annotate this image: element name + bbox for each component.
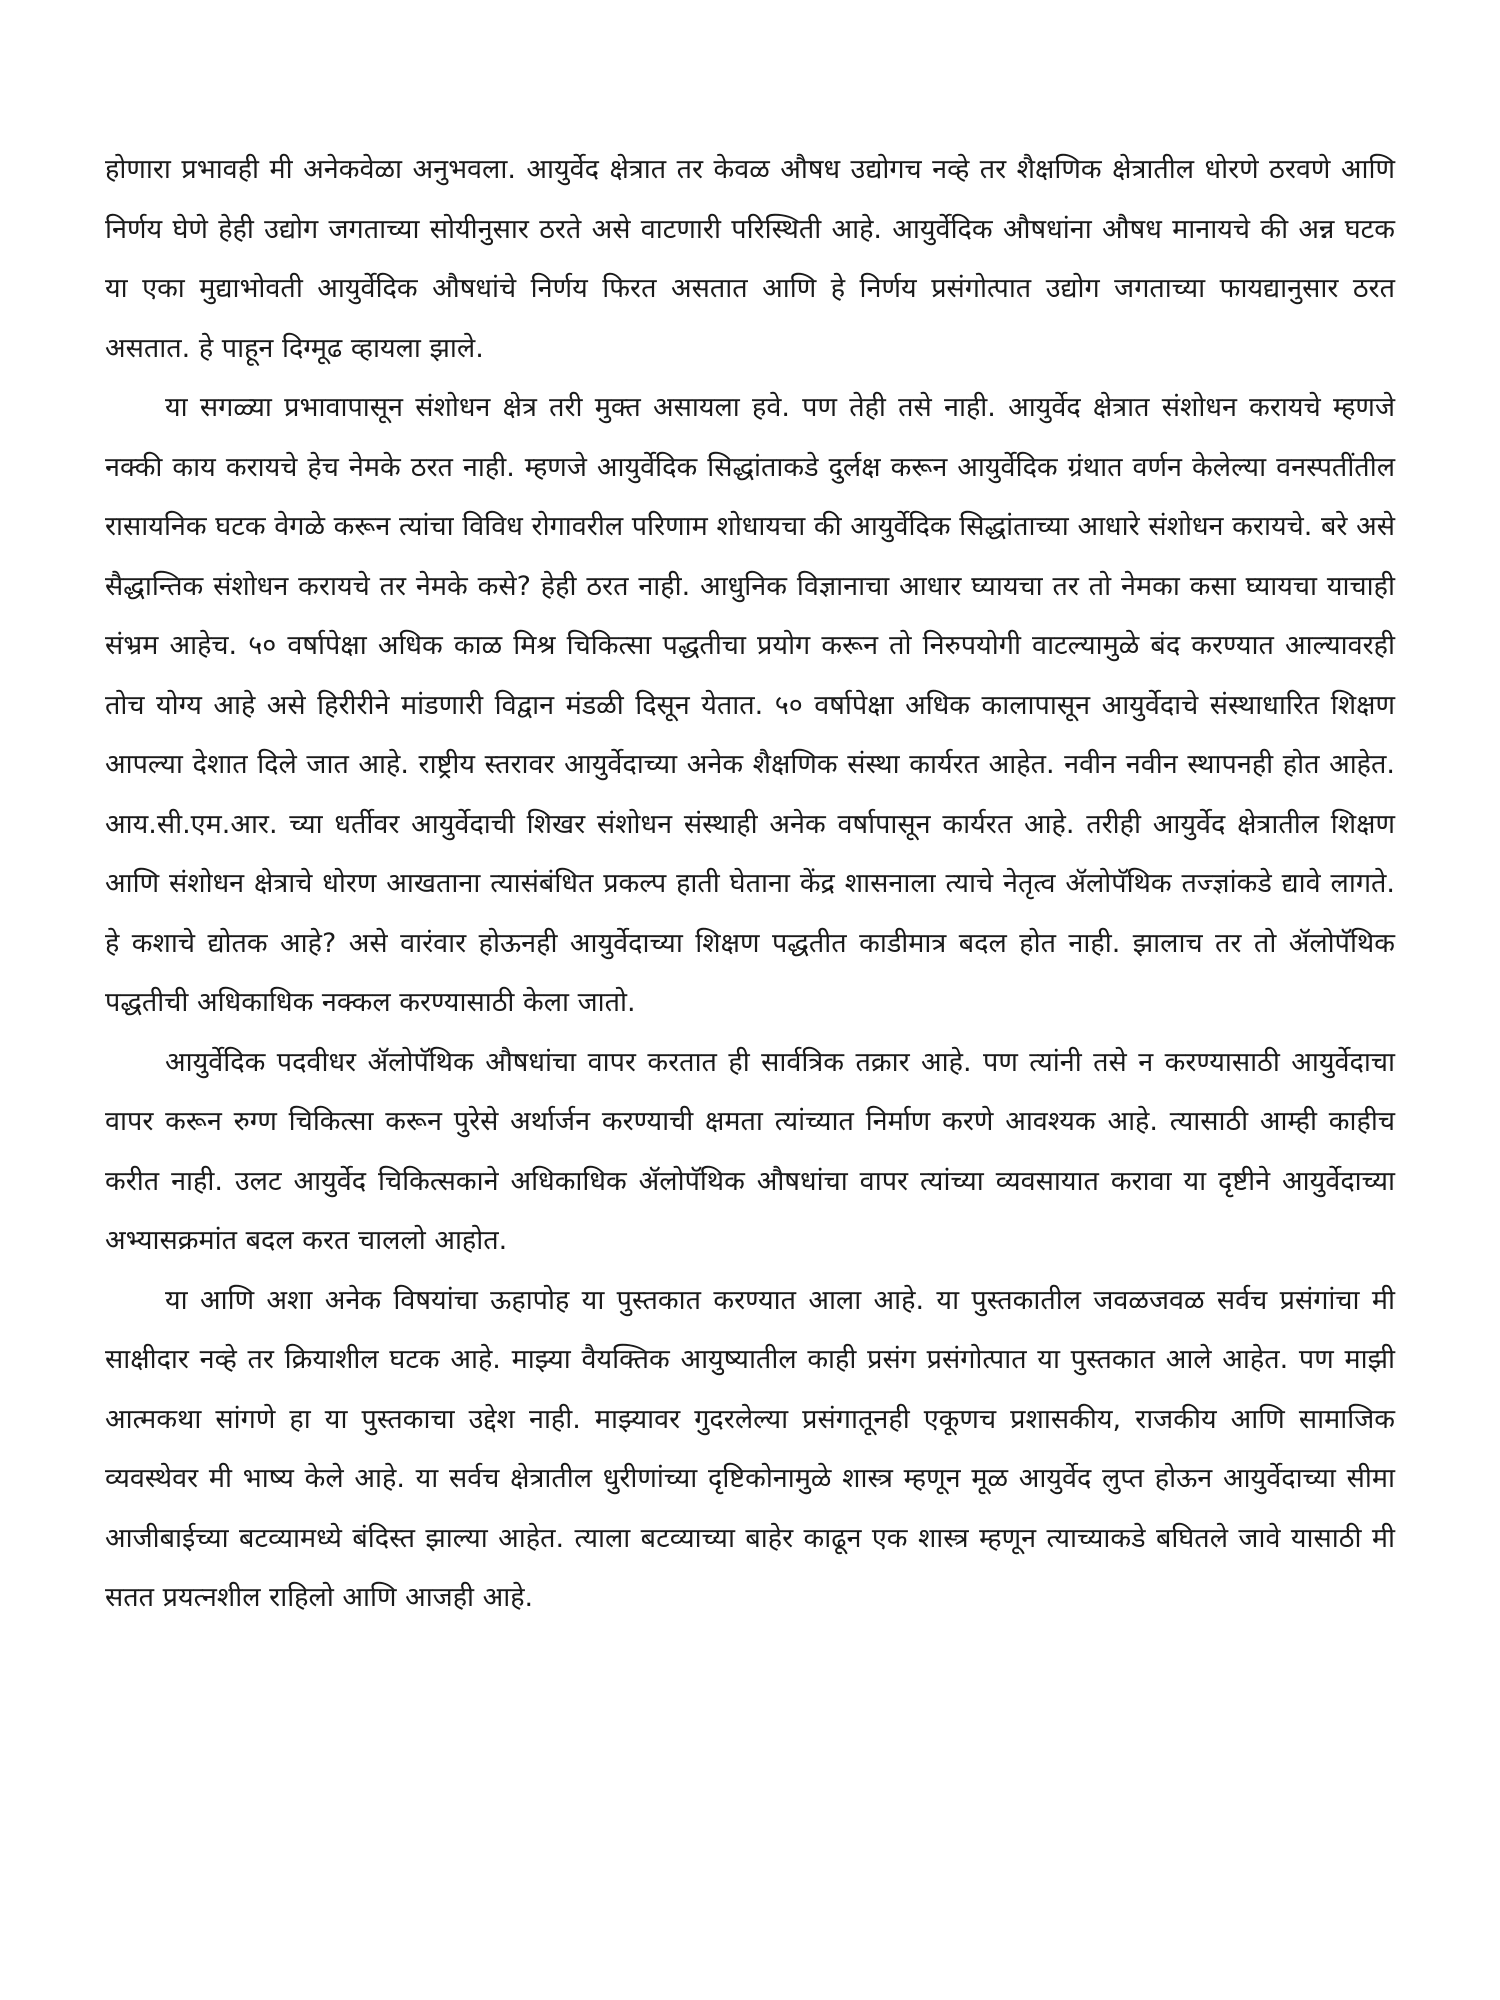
paragraph-3: आयुर्वेदिक पदवीधर ॲलोपॅथिक औषधांचा वापर करतात ही सार्वत्रिक तक्रार आहे. पण त्यांनी तसे न करण्यासाठी आयुर्वेदाचा वापर करून रुग्ण चिकित्सा करून पुरेसे अर्थार्जन करण्याची क्षमता त्यांच्यात निर्माण करणे आवश्यक आहे. त्यासाठी आम्ही काहीच करीत नाही. उलट आयुर्वेद चिकित्सकाने अधिकाधिक ॲलोपॅथिक औषधांचा वापर त्यांच्या व्यवसायात करावा या दृष्टीने आयुर्वेदाच्या अभ्यासक्रमांत बदल करत चाललो आहोत. (105, 1046, 1395, 1256)
body-text (105, 140, 1395, 1628)
paragraph-4: या आणि अशा अनेक विषयांचा ऊहापोह या पुस्तकात करण्यात आला आहे. या पुस्तकातील जवळजवळ सर्वच प्रसंगांचा मी साक्षीदार नव्हे तर क्रियाशील घटक आहे. माझ्या वैयक्तिक आयुष्यातील काही प्रसंग प्रसंगोत्पात या पुस्तकात आले आहेत. पण माझी आत्मकथा सांगणे हा या पुस्तकाचा उद्देश नाही. माझ्यावर गुदरलेल्या प्रसंगातूनही एकूणच प्रशासकीय, राजकीय आणि सामाजिक व्यवस्थेवर मी भाष्य केले आहे. या सर्वच क्षेत्रातील धुरीणांच्या दृष्टिकोनामुळे शास्त्र म्हणून मूळ आयुर्वेद लुप्त होऊन आयुर्वेदाच्या सीमा आजीबाईच्या बटव्यामध्ये बंदिस्त झाल्या आहेत. त्याला बटव्याच्या बाहेर काढून एक शास्त्र म्हणून त्याच्याकडे बघितले जावे यासाठी मी सतत प्रयत्नशील राहिलो आणि आजही आहे. (105, 1284, 1395, 1613)
paragraph-1: होणारा प्रभावही मी अनेकवेळा अनुभवला. आयुर्वेद क्षेत्रात तर केवळ औषध उद्योगच नव्हे तर शैक्षणिक क्षेत्रातील धोरणे ठरवणे आणि निर्णय घेणे हेही उद्योग जगताच्या सोयीनुसार ठरते असे वाटणारी परिस्थिती आहे. आयुर्वेदिक औषधांना औषध मानायचे की अन्न घटक या एका मुद्याभोवती आयुर्वेदिक औषधांचे निर्णय फिरत असतात आणि हे निर्णय प्रसंगोत्पात उद्योग जगताच्या फायद्यानुसार ठरत असतात. हे पाहून दिग्मूढ व्हायला झाले. (105, 154, 1395, 364)
paragraph-2: या सगळ्या प्रभावापासून संशोधन क्षेत्र तरी मुक्त असायला हवे. पण तेही तसे नाही. आयुर्वेद क्षेत्रात संशोधन करायचे म्हणजे नक्की काय करायचे हेच नेमके ठरत नाही. म्हणजे आयुर्वेदिक सिद्धांताकडे दुर्लक्ष करून आयुर्वेदिक ग्रंथात वर्णन केलेल्या वनस्पतींतील रासायनिक घटक वेगळे करून त्यांचा विविध रोगावरील परिणाम शोधायचा की आयुर्वेदिक सिद्धांताच्या आधारे संशोधन करायचे. बरे असे सैद्धान्तिक संशोधन करायचे तर नेमके कसे? हेही ठरत नाही. आधुनिक विज्ञानाचा आधार घ्यायचा तर तो नेमका कसा घ्यायचा याचाही संभ्रम आहेच. ५० वर्षापेक्षा अधिक काळ मिश्र चिकित्सा पद्धतीचा प्रयोग करून तो निरुपयोगी वाटल्यामुळे बंद करण्यात आल्यावरही तोच योग्य आहे असे हिरीरीने मांडणारी विद्वान मंडळी दिसून येतात. ५० वर्षापेक्षा अधिक कालापासून आयुर्वेदाचे संस्थाधारित शिक्षण आपल्या देशात दिले जात आहे. राष्ट्रीय स्तरावर आयुर्वेदाच्या अनेक शैक्षणिक संस्था कार्यरत आहेत. नवीन नवीन स्थापनही होत आहेत. आय.सी.एम.आर. च्या धर्तीवर आयुर्वेदाची शिखर संशोधन संस्थाही अनेक वर्षापासून कार्यरत आहे. तरीही आयुर्वेद क्षेत्रातील शिक्षण आणि संशोधन क्षेत्राचे धोरण आखताना त्यासंबंधित प्रकल्प हाती घेताना केंद्र शासनाला त्याचे नेतृत्व ॲलोपॅथिक तज्ज्ञांकडे द्यावे लागते. हे कशाचे द्योतक आहे? असे वारंवार होऊनही आयुर्वेदाच्या शिक्षण पद्धतीत काडीमात्र बदल होत नाही. झालाच तर तो ॲलोपॅथिक पद्धतीची अधिकाधिक नक्कल करण्यासाठी केला जातो. (105, 392, 1395, 1018)
